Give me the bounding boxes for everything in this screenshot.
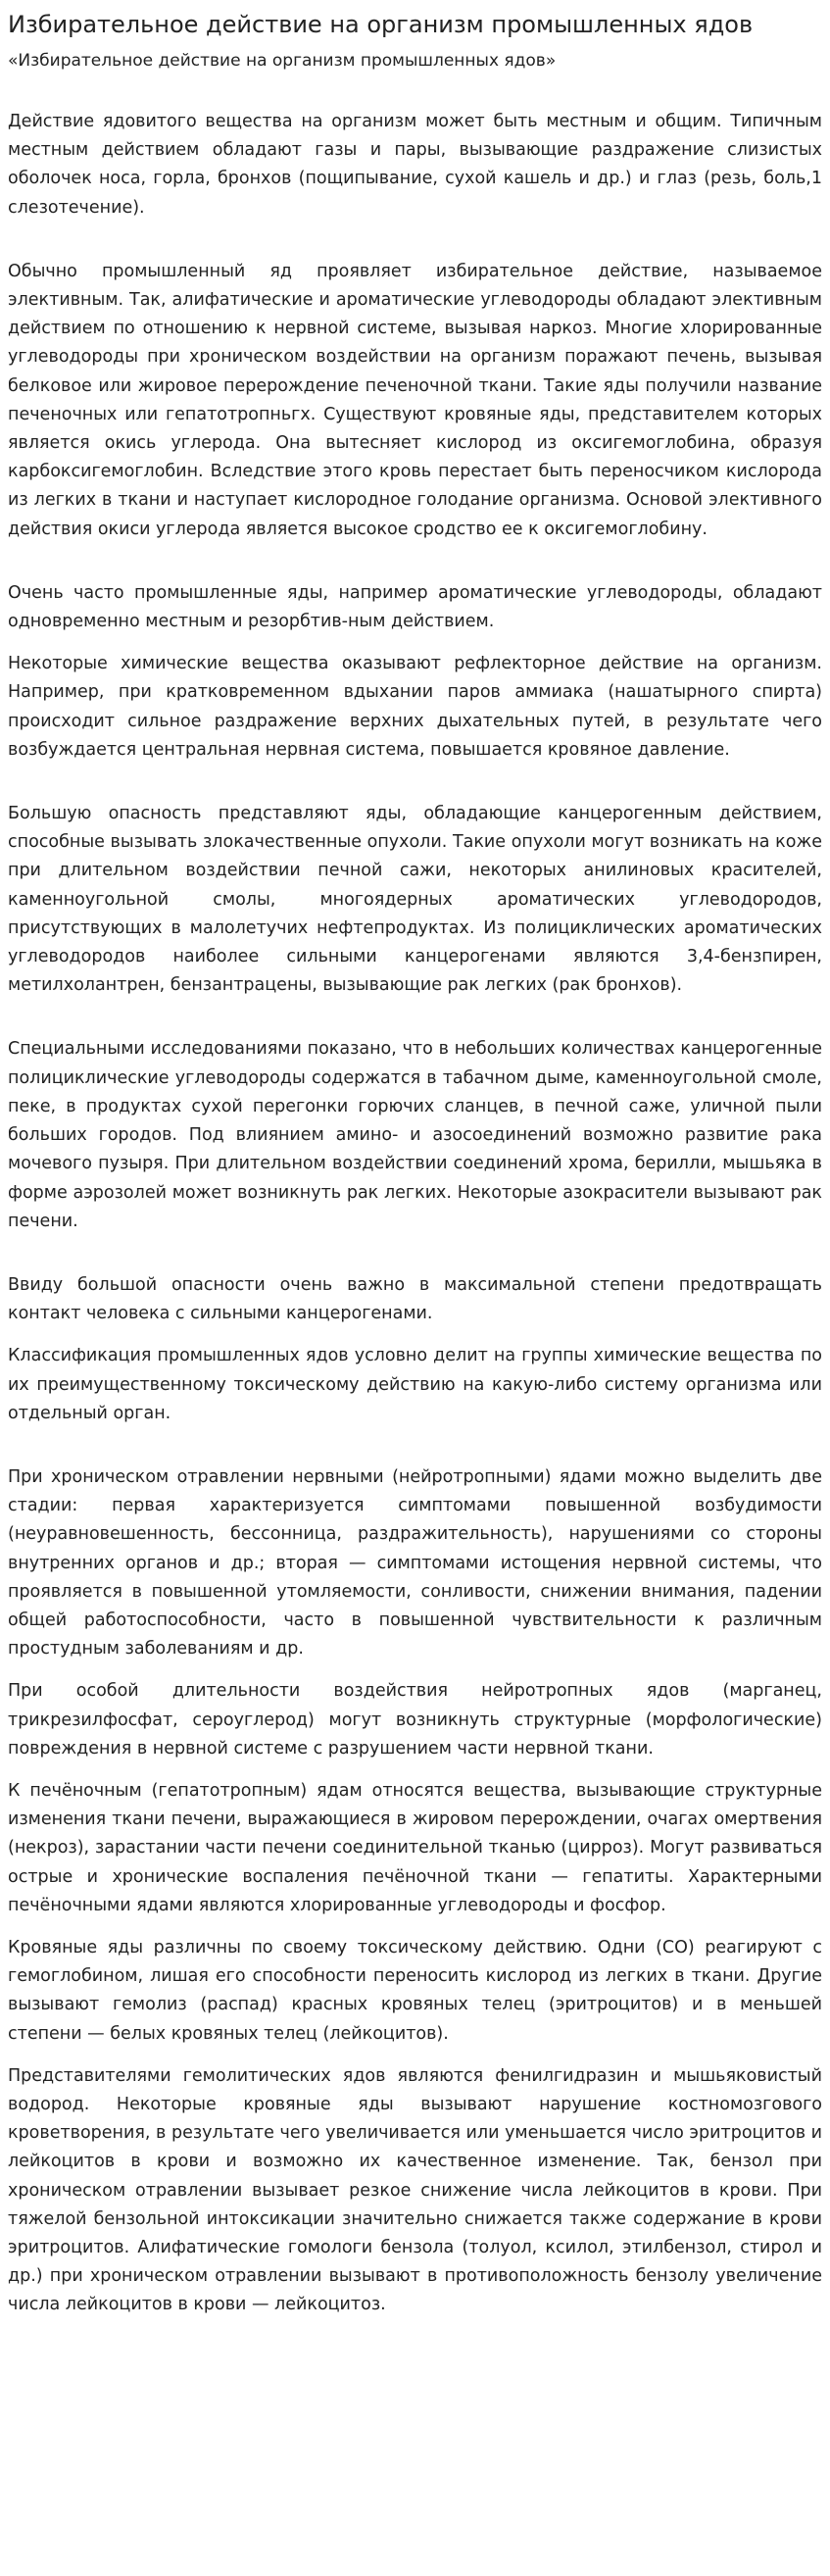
paragraph-classification: Классификация промышленных ядов условно делит на группы химические вещества по их преимущественному токсическому действию на какую-либо систему организма или отдельный орган. [8,1346,822,1423]
page-subtitle: «Избирательное действие на организм промышленных ядов» [8,51,557,71]
paragraph-elective-action: Обычно промышленный яд проявляет избирательное действие, называемое элективным. Так, алифатические и ароматические углеводороды обладают элективным действием по отношению к нервной системе, вызывая наркоз. Многие хлорированные углеводороды при хроническом воздействии на организм поражают печень, вызывая белковое или жировое перерождение печеночной ткани. Такие яды получили название печеночных или гепатотропньгх. Существуют кровяные яды, представителем которых является окись углерода. Она вытесняет кислород из оксигемоглобина, образуя карбоксигемоглобин. Вследствие этого кровь перестает быть переносчиком кислорода из легких в ткани и наступает кислородное голодание организма. Основой элективного действия окиси углерода является высокое сродство ее к оксигемоглобину. [8,261,822,539]
paragraph-hepatotropic-poisons: К печёночным (гепатотропным) ядам относятся вещества, вызывающие структурные изменения ткани печени, выражающиеся в жировом перерождении, очагах омертвения (некроз), зарастании части печени соединительной тканью (цирроз). Могут развиваться острые и хронические воспаления печёночной ткани — гепатиты. Характерными печёночными ядами являются хлорированные углеводороды и фосфор. [8,1780,822,1915]
paragraph-neurotropic-damage: При особой длительности воздействия нейротропных ядов (марганец, трикрезилфосфат, сероуглерод) могут возникнуть структурные (морфологические) повреждения в нервной системе с разрушением части нервной ткани. [8,1681,822,1759]
paragraph-local-general-action: Действие ядовитого вещества на организм может быть местным и общим. Типичным местным действием обладают газы и пары, вызывающие раздражение слизистых оболочек носа, горла, бронхов (пощипывание, сухой кашель и др.) и глаз (резь, боль,1 слезотечение). [8,112,822,218]
paragraph-carcinogens: Большую опасность представляют яды, обладающие канцерогенным действием, способные вызывать злокачественные опухоли. Такие опухоли могут возникать на коже при длительном воздействии печной сажи, некоторых анилиновых красителей, каменноугольной смолы, многоядерных ароматических углеводородов, присутствующих в малолетучих нефтепродуктах. Из полициклических ароматических углеводородов наиболее сильными канцерогенами являются 3,4-бензпирен, метилхолантрен, бензантрацены, вызывающие рак легких (рак бронхов). [8,804,822,996]
paragraph-resorptive-action: Очень часто промышленные яды, например ароматические углеводороды, обладают одновременно местным и резорбтив-ным действием. [8,582,822,632]
article-body [8,108,822,2320]
paragraph-blood-poisons: Кровяные яды различны по своему токсическому действию. Одни (СО) реагируют с гемоглобином, лишая его способности переносить кислород из легких в ткани. Другие вызывают гемолиз (распад) красных кровяных телец (эритроцитов) и в меньшей степени — белых кровяных телец (лейкоцитов). [8,1937,822,2044]
paragraph-hemolytic-poisons: Представителями гемолитических ядов являются фенилгидразин и мышьяковистый водород. Некоторые кровяные яды вызывают нарушение костномозгового кроветворения, в результате чего увеличивается или уменьшается число эритроцитов и лейкоцитов в крови и возможно их качественное изменение. Так, бензол при хроническом отравлении вызывает резкое снижение числа лейкоцитов в крови. При тяжелой бензольной интоксикации значительно снижается также содержание в крови эритроцитов. Алифатические гомологи бензола (толуол, ксилол, этилбензол, стирол и др.) при хроническом отравлении вызывают в противоположность бензолу увеличение числа лейкоцитов в крови — лейкоцитоз. [8,2065,822,2315]
paragraph-neurotropic-poisons: При хроническом отравлении нервными (нейротропными) ядами можно выделить две стадии: первая характеризуется симптомами повышенной возбудимости (неуравновешенность, бессонница, раздражительность), нарушениями со стороны внутренних органов и др.; вторая — симптомами истощения нервной системы, что проявляется в повышенной утомляемости, сонливости, снижении внимания, падении общей работоспособности, часто в повышенной чувствительности к различным простудным заболеваниям и др. [8,1466,822,1660]
paragraph-reflex-action: Некоторые химические вещества оказывают рефлекторное действие на организм. Например, при кратковременном вдыхании паров аммиака (нашатырного спирта) происходит сильное раздражение верхних дыхательных путей, в результате чего возбуждается центральная нервная система, повышается кровяное давление. [8,654,822,760]
page-title: Избирательное действие на организм промышленных ядов [8,11,754,38]
paragraph-carcinogen-research: Специальными исследованиями показано, что в небольших количествах канцерогенные полициклические углеводороды содержатся в табачном дыме, каменноугольной смоле, пеке, в продуктах сухой перегонки горючих сланцев, в печной саже, уличной пыли больших городов. Под влиянием амино- и азосоединений возможно развитие рака мочевого пузыря. При длительном воздействии соединений хрома, берилли, мышьяка в форме аэрозолей может возникнуть рак легких. Некоторые азокрасители вызывают рак печени. [8,1039,822,1231]
paragraph-carcinogen-prevention: Ввиду большой опасности очень важно в максимальной степени предотвращать контакт человека с сильными канцерогенами. [8,1274,822,1324]
